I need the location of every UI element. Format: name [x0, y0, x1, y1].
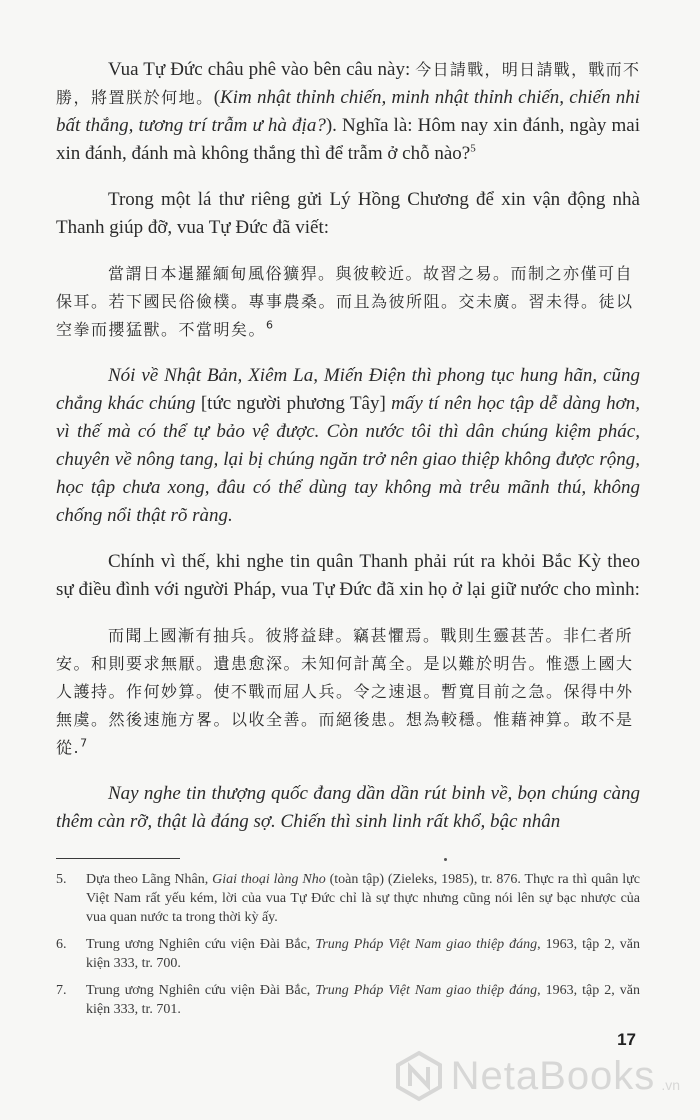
footnote-details: (toàn tập) (Zieleks, 1985), tr. 876. Thực ra thì quân lực Việt Nam rất yếu kém, lời của vua Tự Đức chỉ là sự thực nhưng cũng nói lên sự bạc nhược của vua quan nước ta trong thời kỳ ấy. — [86, 872, 640, 925]
footnote-title: Trung Pháp Việt Nam giao thiệp đáng — [315, 937, 538, 952]
footnote-number: 7. — [56, 983, 67, 998]
paragraph-4: Chính vì thế, khi nghe tin quân Thanh phải rút ra khỏi Bắc Kỳ theo sự điều đình với người Pháp, vua Tự Đức đã xin họ ở lại giữ nước cho mình: — [56, 551, 640, 600]
translation-1 — [56, 362, 640, 530]
footnote-text — [86, 981, 640, 1019]
watermark-suffix: .vn — [661, 1077, 680, 1093]
footnote-divider — [56, 858, 180, 859]
paragraph-1-chinese: 今日請戰，明日請戰，戰而不勝，將置朕於何地。 — [56, 60, 640, 107]
chinese-quote-1-text: 當謂日本暹羅緬甸風俗獷猂。與彼較近。故習之易。而制之亦僅可自保耳。若下國民俗儉樸。專事農桑。而且為彼所阻。交未廣。習未得。徒以空拳而攖猛獸。不當明矣。 — [56, 264, 634, 339]
page-number: 17 — [617, 1030, 636, 1049]
chinese-quote-2 — [56, 622, 640, 762]
paragraph-1 — [56, 56, 640, 168]
footnote-ref-5[interactable]: 5 — [470, 142, 476, 155]
print-speck — [444, 858, 447, 861]
chinese-quote-2-text: 而聞上國漸有抽兵。彼將益肆。竊甚懼焉。戰則生靈甚苦。非仁者所安。和則要求無厭。遺患愈深。未知何計萬全。是以難於明告。惟憑上國大人護持。作何妙算。使不戰而屈人兵。令之速退。暫寬目前之急。保得中外無虞。然後速施方畧。以收全善。而絕後患。想為較穩。惟藉神算。敢不是從. — [56, 626, 634, 757]
paragraph-2: Trong một lá thư riêng gửi Lý Hồng Chương để xin vận động nhà Thanh giúp đỡ, vua Tự Đức đã viết: — [56, 189, 640, 238]
netabooks-logo-icon — [393, 1050, 445, 1102]
footnote-number: 5. — [56, 872, 67, 887]
footnote-5 — [56, 870, 640, 927]
footnote-details: , 1963, tập 2, văn kiện 333, tr. 700. — [86, 937, 640, 971]
paragraph-1-text: Vua Tự Đức châu phê vào bên câu này: — [108, 59, 416, 80]
footnote-source: Trung ương Nghiên cứu viện Đài Bắc, — [86, 983, 316, 998]
footnote-title: Trung Pháp Việt Nam giao thiệp đáng — [315, 983, 538, 998]
watermark — [393, 1050, 680, 1102]
paragraph-1-open-paren: ( — [213, 87, 221, 108]
footnote-ref-6[interactable]: 6 — [266, 318, 275, 332]
footnotes — [56, 870, 640, 1027]
footnote-6 — [56, 935, 640, 973]
translation-1-part-a: Nói về Nhật Bản, Xiêm La, Miến Điện thì phong tục hung hãn, cũng chẳng khác chúng — [56, 365, 640, 414]
watermark-text: NetaBooks — [450, 1053, 656, 1098]
footnote-details: , 1963, tập 2, văn kiện 333, tr. 701. — [86, 983, 640, 1017]
translation-2: Nay nghe tin thượng quốc đang dần dần rút binh về, bọn chúng càng thêm càn rỡ, thật là đáng sợ. Chiến thì sinh linh rất khổ, bậc nhân — [56, 783, 640, 832]
footnote-7 — [56, 981, 640, 1019]
footnote-source: Dựa theo Lãng Nhân, — [86, 872, 213, 887]
footnote-source: Trung ương Nghiên cứu viện Đài Bắc, — [86, 937, 316, 952]
footnote-text — [86, 870, 640, 927]
footnote-title: Giai thoại làng Nho — [212, 872, 326, 887]
footnote-text — [86, 935, 640, 973]
translation-1-part-b: mấy tí nên học tập dễ dàng hơn, vì thế mà có thể tự bảo vệ được. Còn nước tôi thì dân chúng kiệm phác, chuyên về nông tang, lại bị chúng ngăn trở nên giao thiệp không được rộng, học tập chưa xong, đâu có thể dùng tay không mà trêu mãnh thú, không chống nổi thật rõ ràng. — [56, 393, 640, 526]
footnote-ref-7[interactable]: 7 — [80, 736, 89, 750]
paragraph-1-meaning: ). Nghĩa là: Hôm nay xin đánh, ngày mai xin đánh, đánh mà không thắng thì để trẫm ở chỗ nào? — [56, 115, 640, 164]
paragraph-1-transliteration: Kim nhật thỉnh chiến, minh nhật thỉnh chiến, chiến nhi bất thắng, tương trí trẫm ư hà địa? — [56, 87, 640, 136]
page-body — [56, 56, 640, 854]
translation-1-bracket: [tức người phương Tây] — [200, 393, 386, 414]
footnote-number: 6. — [56, 937, 67, 952]
chinese-quote-1 — [56, 260, 640, 344]
